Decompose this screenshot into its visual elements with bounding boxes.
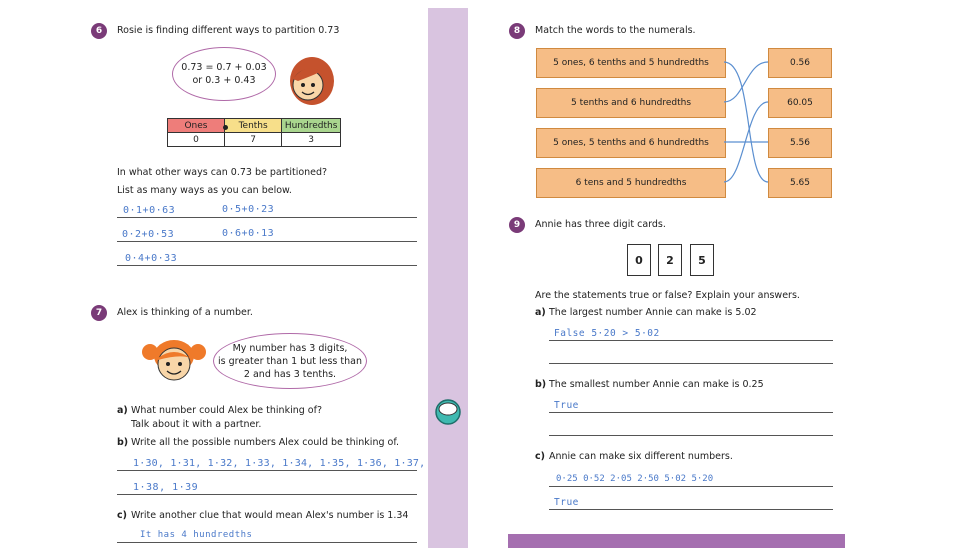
- answer-line: [117, 241, 417, 242]
- page-footer-bar: [508, 534, 845, 548]
- q7-a-label: a): [117, 405, 128, 416]
- q7-c-text: Write another clue that would mean Alex's number is 1.34: [131, 510, 409, 521]
- answer-line: [549, 486, 833, 487]
- q6-answer-5: 0·4+0·33: [125, 253, 178, 264]
- word-card-1[interactable]: 5 ones, 6 tenths and 5 hundredths: [536, 48, 726, 78]
- q9-b-text: The smallest number Annie can make is 0.25: [549, 379, 764, 390]
- q6-prompt: Rosie is finding different ways to partition 0.73: [117, 25, 340, 36]
- matching-lines: [724, 48, 768, 198]
- header-ones: Ones: [168, 119, 225, 133]
- answer-line: [117, 217, 417, 218]
- value-hundredths: 3: [282, 133, 341, 147]
- answer-line: [549, 363, 833, 364]
- answer-line: [117, 494, 417, 495]
- q7-b-label: b): [117, 437, 129, 448]
- q9-a-text: The largest number Annie can make is 5.02: [549, 307, 757, 318]
- q7-b-answer-2: 1·38, 1·39: [133, 482, 199, 493]
- match-line-2-to-1: [724, 62, 768, 102]
- answer-line: [549, 412, 833, 413]
- numeral-card-1[interactable]: 0.56: [768, 48, 832, 78]
- q6-instruction: List as many ways as you can below.: [117, 185, 292, 196]
- value-ones: 0: [168, 133, 225, 147]
- q6-answer-3: 0·2+0·53: [122, 229, 175, 240]
- answer-line: [549, 340, 833, 341]
- numeral-card-2[interactable]: 60.05: [768, 88, 832, 118]
- q7-b-text: Write all the possible numbers Alex could be thinking of.: [131, 437, 399, 448]
- q7-prompt: Alex is thinking of a number.: [117, 307, 253, 318]
- question-number-8: 8: [509, 23, 525, 39]
- book-spine: [428, 8, 468, 548]
- q6-answer-4: 0·6+0·13: [222, 228, 275, 239]
- q7-bubble-line3: 2 and has 3 tenths.: [243, 368, 337, 380]
- q7-speech-bubble: [213, 333, 367, 389]
- q7-a-text: What number could Alex be thinking of?: [131, 405, 322, 416]
- q9-b-label: b): [535, 379, 547, 390]
- q9-instruction: Are the statements true or false? Explain your answers.: [535, 290, 800, 301]
- q7-a-text2: Talk about it with a partner.: [131, 419, 262, 430]
- header-tenths: Tenths: [224, 119, 281, 133]
- word-card-3[interactable]: 5 ones, 5 tenths and 6 hundredths: [536, 128, 726, 158]
- hint-icon: [434, 398, 462, 426]
- q9-c-label: c): [535, 451, 545, 462]
- q7-c-answer: It has 4 hundredths: [140, 530, 253, 540]
- q9-c-answer-2: True: [554, 497, 579, 508]
- answer-line: [117, 265, 417, 266]
- header-hundredths: Hundredths: [282, 119, 341, 133]
- answer-line: [549, 435, 833, 436]
- answer-line: [117, 470, 417, 471]
- q7-bubble-line1: My number has 3 digits,: [232, 342, 348, 354]
- place-value-table: [167, 118, 341, 147]
- numeral-card-4[interactable]: 5.65: [768, 168, 832, 198]
- q7-c-label: c): [117, 510, 127, 521]
- q6-answer-1: 0·1+0·63: [123, 205, 176, 216]
- q9-c-text: Annie can make six different numbers.: [549, 451, 733, 462]
- answer-line: [549, 509, 833, 510]
- word-card-2[interactable]: 5 tenths and 6 hundredths: [536, 88, 726, 118]
- numeral-card-3[interactable]: 5.56: [768, 128, 832, 158]
- q6-bubble-line2: or 0.3 + 0.43: [192, 75, 256, 86]
- q6-answer-2: 0·5+0·23: [222, 204, 275, 215]
- q7-bubble-line2: is greater than 1 but less than: [218, 355, 362, 367]
- q9-prompt: Annie has three digit cards.: [535, 219, 666, 230]
- digit-card-2: 2: [658, 244, 682, 276]
- q6-question: In what other ways can 0.73 be partitioned?: [117, 167, 328, 178]
- decimal-point: [223, 125, 228, 130]
- q6-speech-bubble: [172, 47, 276, 101]
- digit-card-5: 5: [690, 244, 714, 276]
- rosie-face-icon: [284, 55, 338, 109]
- word-card-4[interactable]: 6 tens and 5 hundredths: [536, 168, 726, 198]
- q8-prompt: Match the words to the numerals.: [535, 25, 696, 36]
- digit-card-0: 0: [627, 244, 651, 276]
- q9-b-answer: True: [554, 400, 579, 411]
- question-number-7: 7: [91, 305, 107, 321]
- q9-a-answer: False 5·20 > 5·02: [554, 328, 660, 339]
- q6-bubble-line1: 0.73 = 0.7 + 0.03: [181, 62, 267, 73]
- value-tenths: 7: [224, 133, 281, 147]
- q9-c-answer-1: 0·25 0·52 2·05 2·50 5·02 5·20: [556, 474, 714, 484]
- question-number-9: 9: [509, 217, 525, 233]
- answer-line: [117, 542, 417, 543]
- q7-b-answer-1: 1·30, 1·31, 1·32, 1·33, 1·34, 1·35, 1·36, 1·37,: [133, 458, 426, 469]
- question-number-6: 6: [91, 23, 107, 39]
- q9-a-label: a): [535, 307, 546, 318]
- alex-face-icon: [140, 336, 208, 386]
